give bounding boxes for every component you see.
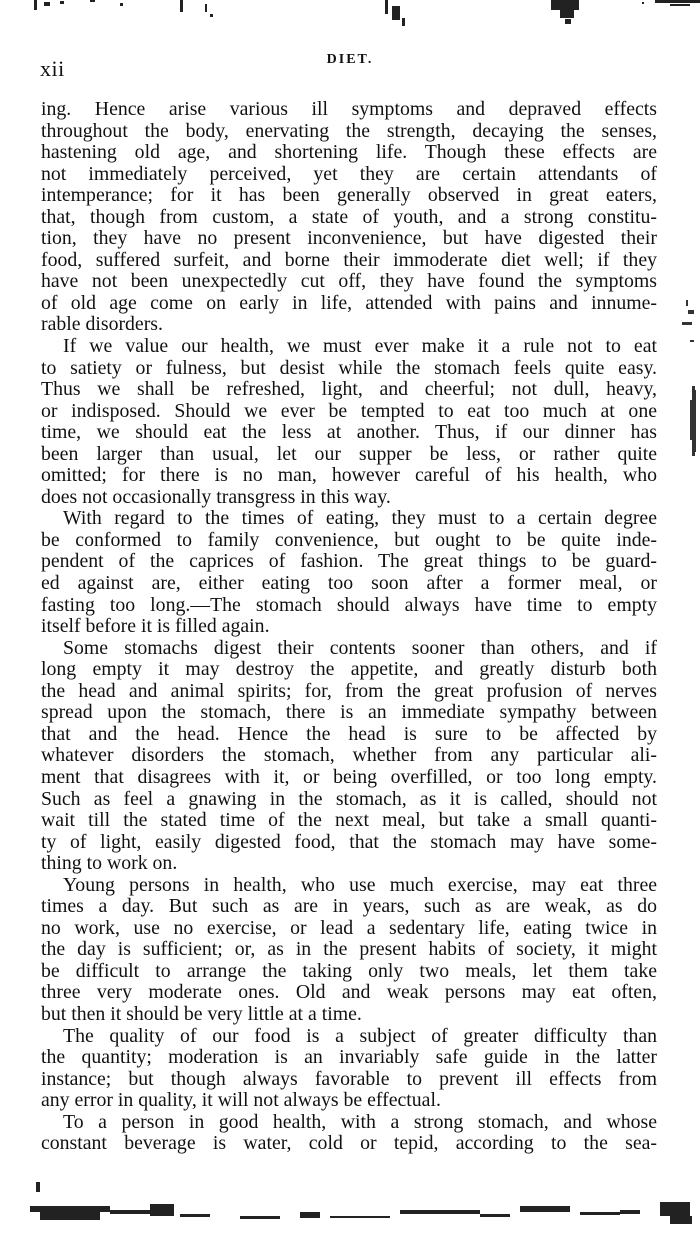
text-line: If we value our health, we must ever make it a rule not to eat: [63, 335, 657, 358]
page-number: xii: [40, 56, 65, 81]
text-line: hastening old age, and shortening life. Though these effects are: [41, 141, 657, 164]
text-line: tion, they have no present inconvenience, but have digested their: [41, 227, 657, 250]
scan-speckle-bottom: [0, 1166, 700, 1236]
paragraph: [41, 336, 657, 508]
text-line: be conformed to family convenience, but ought to be quite inde-: [41, 528, 657, 551]
text-line: long empty it may destroy the appetite, and greatly disturb both: [41, 658, 657, 681]
text-line: times a day. But such as are in years, such as are weak, as do: [41, 895, 657, 918]
text-line: ment that disagrees with it, or being overfilled, or too long empty.: [41, 765, 657, 788]
text-line: constant beverage is water, cold or tepid, according to the sea-: [41, 1132, 657, 1155]
text-line: food, suffered surfeit, and borne their immoderate diet well; if they: [41, 248, 657, 271]
text-line: fasting too long.—The stomach should always have time to empty: [41, 593, 657, 616]
text-line: does not occasionally transgress in this way.: [41, 485, 391, 508]
text-line: not immediately perceived, yet they are certain attendants of: [41, 162, 657, 185]
text-line: the quantity; moderation is an invariably safe guide in the latter: [41, 1046, 657, 1069]
paragraph: [41, 508, 657, 637]
text-line: time, we should eat the less at another. Thus, if our dinner has: [41, 421, 657, 444]
text-line: or indisposed. Should we ever be tempted to eat too much at one: [41, 399, 657, 422]
text-line: but then it should be very little at a time.: [41, 1002, 362, 1025]
binding-edge-mark: [678, 300, 700, 500]
paragraph: [41, 1026, 657, 1112]
text-line: pendent of the caprices of fashion. The great things to be guard-: [41, 550, 657, 573]
text-line: whatever disorders the stomach, whether from any particular ali-: [41, 744, 657, 767]
running-head: DIET.: [326, 52, 374, 67]
text-line: spread upon the stomach, there is an immediate sympathy between: [41, 701, 657, 724]
text-line: Young persons in health, who use much exercise, may eat three: [63, 873, 657, 896]
text-line: the head and animal spirits; for, from the great profusion of nerves: [41, 679, 657, 702]
text-line: Some stomachs digest their contents sooner than others, and if: [63, 636, 657, 659]
text-line: to satiety or fulness, but desist while the stomach feels quite easy.: [41, 356, 657, 379]
text-line: no work, use no exercise, or lead a sedentary life, eating twice in: [41, 916, 657, 939]
text-line: The quality of our food is a subject of greater difficulty than: [63, 1024, 657, 1047]
text-line: have not been unexpectedly cut off, they have found the symptoms: [41, 270, 657, 293]
text-line: that and the head. Hence the head is sure to be affected by: [41, 722, 657, 745]
paragraph: [41, 638, 657, 875]
page-header: [40, 52, 660, 82]
text-line: been larger than usual, let our supper be less, or rather quite: [41, 442, 657, 465]
text-line: wait till the stated time of the next meal, but take a small quanti-: [41, 809, 657, 832]
text-line: ing. Hence arise various ill symptoms and depraved effects: [41, 98, 657, 120]
text-line: instance; but though always favorable to prevent ill effects from: [41, 1067, 657, 1090]
text-line: Such as feel a gnawing in the stomach, as it is called, should not: [41, 787, 657, 810]
paragraph: [41, 99, 657, 336]
paragraph: [41, 875, 657, 1026]
text-line: that, though from custom, a state of youth, and a strong constitu-: [41, 205, 657, 228]
text-line: the day is sufficient; or, as in the present habits of society, it might: [41, 938, 657, 961]
text-line: omitted; for there is no man, however careful of his health, who: [41, 464, 657, 487]
text-line: be difficult to arrange the taking only two meals, let them take: [41, 959, 657, 982]
text-line: throughout the body, enervating the strength, decaying the senses,: [41, 119, 657, 142]
text-line: thing to work on.: [41, 852, 178, 875]
body-text: [41, 99, 657, 1155]
text-line: rable disorders.: [41, 313, 163, 336]
text-line: of old age come on early in life, attended with pains and innume-: [41, 291, 657, 314]
text-line: itself before it is filled again.: [41, 615, 270, 638]
text-line: any error in quality, it will not always be effectual.: [41, 1089, 441, 1112]
text-line: three very moderate ones. Old and weak persons may eat often,: [41, 981, 657, 1004]
text-line: Thus we shall be refreshed, light, and cheerful; not dull, heavy,: [41, 378, 657, 401]
text-line: ed against are, either eating too soon after a former meal, or: [41, 572, 657, 595]
text-line: With regard to the times of eating, they must to a certain degree: [63, 507, 657, 530]
paragraph: [41, 1112, 657, 1155]
scan-speckle-top: [0, 0, 700, 36]
text-line: intemperance; for it has been generally observed in great eaters,: [41, 184, 657, 207]
text-line: ty of light, easily digested food, that the stomach may have some-: [41, 830, 657, 853]
text-line: To a person in good health, with a strong stomach, and whose: [63, 1110, 657, 1133]
